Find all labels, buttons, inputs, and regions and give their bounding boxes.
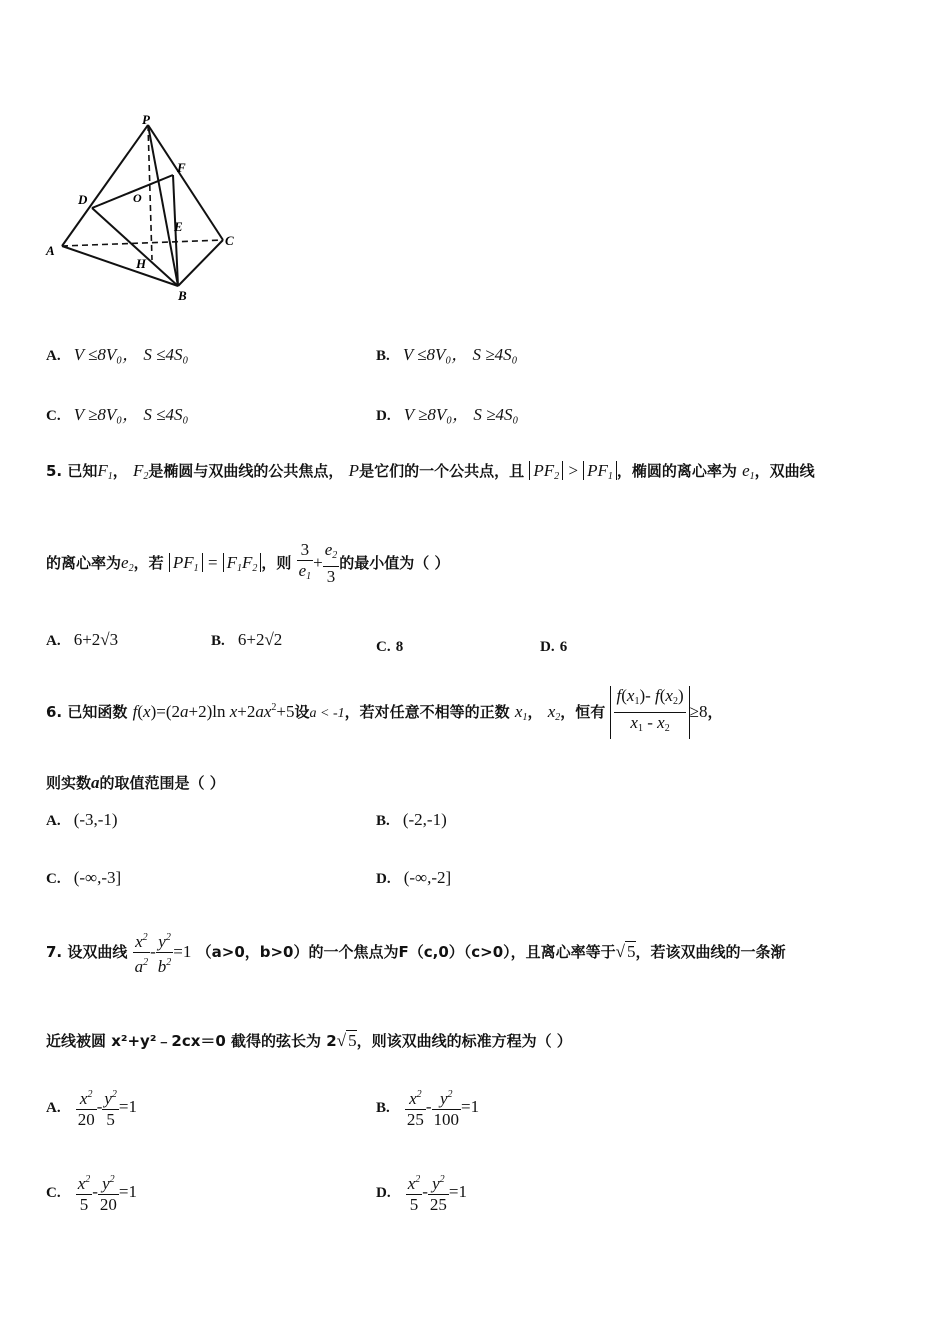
q7-line-1: 7. 设双曲线 $\frac{x^2}{a^2}$ - $\frac{y^2}{b^2}$ =1 （a>0，b>0）的一个焦点为F（c,0）（c>0），且离心率等于√ 5，若该双曲线的一条渐 bbox=[46, 928, 786, 977]
q5-option-a[interactable]: A. 6+2√3 bbox=[46, 630, 119, 649]
q7-option-d[interactable]: D. $\frac{x^2}{5}$ - $\frac{y^2}{25}$ =1 bbox=[376, 1170, 467, 1215]
label-f: F bbox=[177, 160, 186, 175]
edge-ab bbox=[62, 246, 178, 286]
q7-option-b[interactable]: B. $\frac{x^2}{25}$ - $\frac{y^2}{100}$ =1 bbox=[376, 1085, 479, 1130]
label-e: E bbox=[174, 219, 183, 234]
q5-line-2: 的离心率为$e_2$，若 $PF_1 = F_1F_2$ ，则 $\frac{3}{e_1}$ + $\frac{e_2}{3}$ 的最小值为（ ） bbox=[46, 540, 450, 586]
q4-option-c[interactable]: C. V ≥8V₀， S ≤4S₀ bbox=[46, 405, 189, 424]
q6-option-a[interactable]: A. (-3,-1) bbox=[46, 810, 118, 829]
label-p: P bbox=[142, 112, 150, 127]
label-o: O bbox=[133, 191, 142, 205]
q6-line-1: 6. 已知函数 f(x)=(2a+2)ln $x+2ax^2+5$设a < -1，若对任意不相等的正数 $x_1$， $x_2$，恒有 $\frac{f(x_1)- f(x_2)}{x_1 - x_2}$ ≥8， bbox=[46, 686, 723, 739]
q6-line-2: 则实数a的取值范围是（ ） bbox=[46, 773, 225, 792]
tetrahedron-figure bbox=[40, 110, 250, 310]
q6-option-c[interactable]: C. (-∞,-3] bbox=[46, 868, 122, 887]
q5-option-d[interactable]: D. 6 bbox=[540, 639, 568, 655]
label-h: H bbox=[136, 256, 147, 271]
edge-ac-hidden bbox=[62, 240, 223, 246]
q5-line-1: 5. 已知$F_1$， $F_2$是椭圆与双曲线的公共焦点， P是它们的一个公共点，且 $PF_2 > PF_1$ ，椭圆的离心率为 $e_1$，双曲线 bbox=[46, 461, 815, 482]
label-c: C bbox=[225, 233, 234, 248]
q7-line-2: 近线被圆 x²+y²﹣2cx＝0 截得的弦长为 2√ 5，则该双曲线的标准方程为（ ） bbox=[46, 1031, 572, 1050]
q7-option-c[interactable]: C. $\frac{x^2}{5}$ - $\frac{y^2}{20}$ =1 bbox=[46, 1170, 137, 1215]
label-b: B bbox=[178, 288, 187, 303]
q5-option-b[interactable]: B. 6+2√2 bbox=[211, 630, 283, 649]
edge-pa bbox=[62, 125, 148, 246]
label-a: A bbox=[46, 243, 55, 258]
q6-option-d[interactable]: D. (-∞,-2] bbox=[376, 868, 452, 887]
q4-option-a[interactable]: A. V ≤8V₀， S ≤4S₀ bbox=[46, 345, 189, 364]
q5-option-c[interactable]: C. 8 bbox=[376, 639, 404, 655]
label-d: D bbox=[78, 192, 88, 207]
q7-option-a[interactable]: A. $\frac{x^2}{20}$ - $\frac{y^2}{5}$ =1 bbox=[46, 1085, 137, 1130]
q4-option-d[interactable]: D. V ≥8V₀， S ≥4S₀ bbox=[376, 405, 519, 424]
edge-bc bbox=[178, 240, 223, 286]
q6-option-b[interactable]: B. (-2,-1) bbox=[376, 810, 447, 829]
q4-option-b[interactable]: B. V ≤8V₀， S ≥4S₀ bbox=[376, 345, 518, 364]
